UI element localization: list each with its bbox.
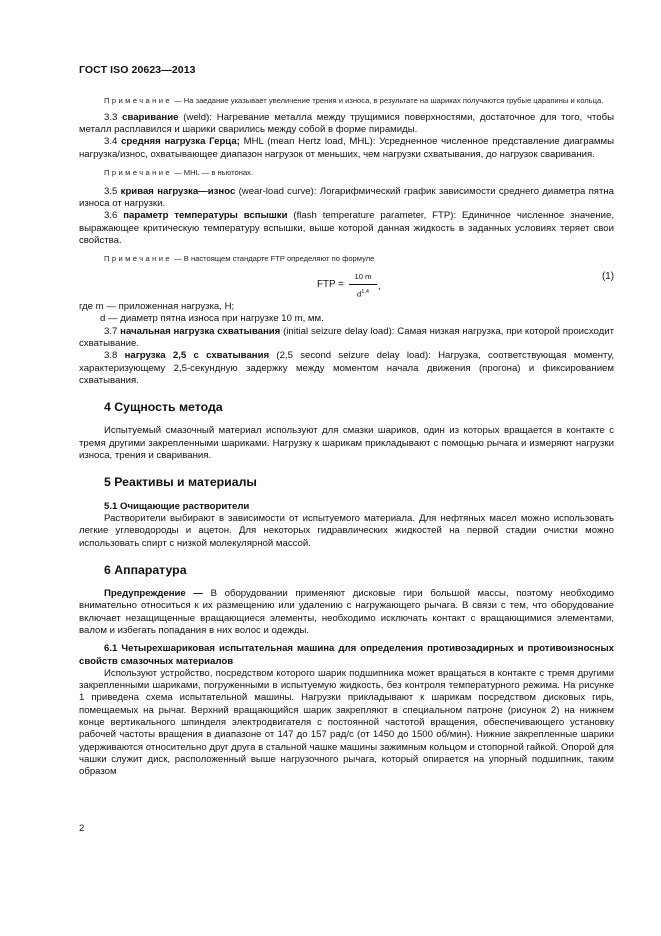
section-5-heading: 5 Реактивы и материалы [104,475,257,490]
term: начальная нагрузка схватывания [120,325,281,337]
clause-number: 3.6 [104,210,118,222]
definition-text: (2,5 second seizure delay load): Нагрузка, соответствующая моменту, характеризующему 2,5-секундную задержку между моментом начала движения (прогона) и фиксированием схватывания. [79,350,614,386]
definition-3-4 [79,136,614,161]
note-text: — MHL — в ньютонах. [171,167,254,177]
definition-3-7 [79,326,614,351]
document-body [79,96,614,779]
definition-text: (flash temperature parameter, FTP): Единичное численное значение, выражающее критическую температуру вспышки, выше которой данная жидкость в заданных условиях теряет свои свойства. [79,210,614,246]
clause-number: 3.8 [104,350,118,362]
term: средняя нагрузка Герца; [121,136,240,148]
formula-denominator [349,285,377,301]
definition-3-3 [79,112,614,137]
section-6-heading: 6 Аппаратура [104,562,187,577]
warning-paragraph [79,588,614,637]
formula-number: (1) [602,271,614,283]
definition-text: MHL (mean Hertz load, MHL): Усредненное численное представление диаграммы нагрузка/износ, охватывающее диапазон нагрузок от меньших, чем нагрузки схватывания, до нагрузок сваривания. [79,136,615,160]
term: нагрузка 2,5 с схватывания [124,350,270,362]
note-ftp [79,254,614,265]
definition-text: (weld): Нагревание металла между трущимися поверхностями, достаточное для того, чтобы металл расплавился и шарики сварились между собой в форме пирамиды. [79,111,614,136]
section-4-heading: 4 Сущность метода [104,400,223,415]
note-label: Примечание [104,96,172,105]
formula-comma: , [378,281,381,293]
page-number: 2 [79,823,85,834]
section-6-1-paragraph: Используют устройство, посредством которого шарик подшипника может вращаться в контакте с тремя другими закрепленными шариками, погруженными в испытуемую жидкость, без контроля температурного режима. На рисунке 1 приведена схема испытательной машины. Нагрузки прикладывают к шарикам посредством дисковых гирь, помещаемых на рычаг. Верхний вращающийся шарик закрепляют в специальном патроне (рисунок 2) на нижнем конце вертикального шпинделя электродвигателя с постоянной частотой вращения, обеспечивающего установку рабочей частоты вращения в диапазоне от 147 до 157 рад/с (от 1450 до 1500 об/мин). Нижние закрепленные шарики удерживаются относительно друг друга в стальной чашке машины зажимным кольцом и стопорной гайкой. Опорой для чашки служит диск, расположенный выше нагрузочного рычага, который опирается на упорный подшипник, таким образом [79,667,614,778]
document-header: ГОСТ ISO 20623—2013 [79,64,196,76]
clause-number: 3.5 [104,185,118,197]
where-d: d — диаметр пятна износа при нагрузке 10 m, мм. [100,313,324,325]
definition-3-5 [79,186,614,211]
term: сваривание [122,111,179,123]
note-text: — На заедание указывает увеличение трения и износа, в результате на шариках получаются грубые царапины и кольца. [171,96,604,105]
section-6-1-heading: 6.1 Четырехшариковая испытательная машина для определения противозадирных и противоизносных свойств смазочных материалов [79,643,614,667]
definition-3-8 [79,350,614,387]
term: параметр температуры вспышки [123,210,288,222]
note-label: Примечание [104,167,172,177]
formula-ftp [79,269,614,301]
formula-denominator-base: d [357,289,362,299]
warning-text: В оборудовании применяют дисковые гири большой массы, поэтому необходимо внимательно относиться к их размещению или удалению с нагружающего рычага. В связи с тем, что оборудование включает незащищенные вращающиеся элементы, необходимо исключать контакт с вращающимися элементами, валом и избегать попадания в них волос и одежды. [79,588,614,636]
definition-3-6 [79,210,614,247]
section-5-1-paragraph: Растворители выбирают в зависимости от испытуемого материала. Для нефтяных масел можно использовать легкие углеводороды и ацетон. Для некоторых гидравлических жидкостей на первой стадии очистки можно использовать спирт с низкой молекулярной массой. [79,512,614,549]
where-m: где m — приложенная нагрузка, Н; [79,301,235,313]
definition-text: (initial seizure delay load): Самая низкая нагрузка, при которой происходит схватывание. [79,325,614,349]
warning-label: Предупреждение — [104,588,203,600]
section-5-1-heading: 5.1 Очищающие растворители [104,500,250,512]
clause-number: 3.3 [104,111,118,123]
clause-number: 3.4 [104,136,118,148]
note-text: — В настоящем стандарте FTP определяют по формуле [171,254,375,264]
formula-fraction [349,271,377,301]
section-4-paragraph: Испытуемый смазочный материал используют для смазки шариков, один из которых вращается в контакте с тремя другими закрепленными шариками. Нагрузку к шарикам прикладывают с помощью рычага и измеряют нагрузки износа, трения и сваривания. [79,425,614,462]
definition-text: (wear-load curve): Логарифмический график зависимости среднего диаметра пятна износа от нагрузки. [79,185,615,210]
note-mhl [79,168,614,179]
formula-lhs: FTP = [317,279,344,291]
term: кривая нагрузка—износ [120,185,236,197]
formula-exponent: 1,4 [361,289,369,296]
clause-number: 3.7 [104,325,118,337]
note-zaedanie [79,96,614,107]
note-label: Примечание [104,254,172,264]
formula-numerator: 10 m [349,271,377,285]
